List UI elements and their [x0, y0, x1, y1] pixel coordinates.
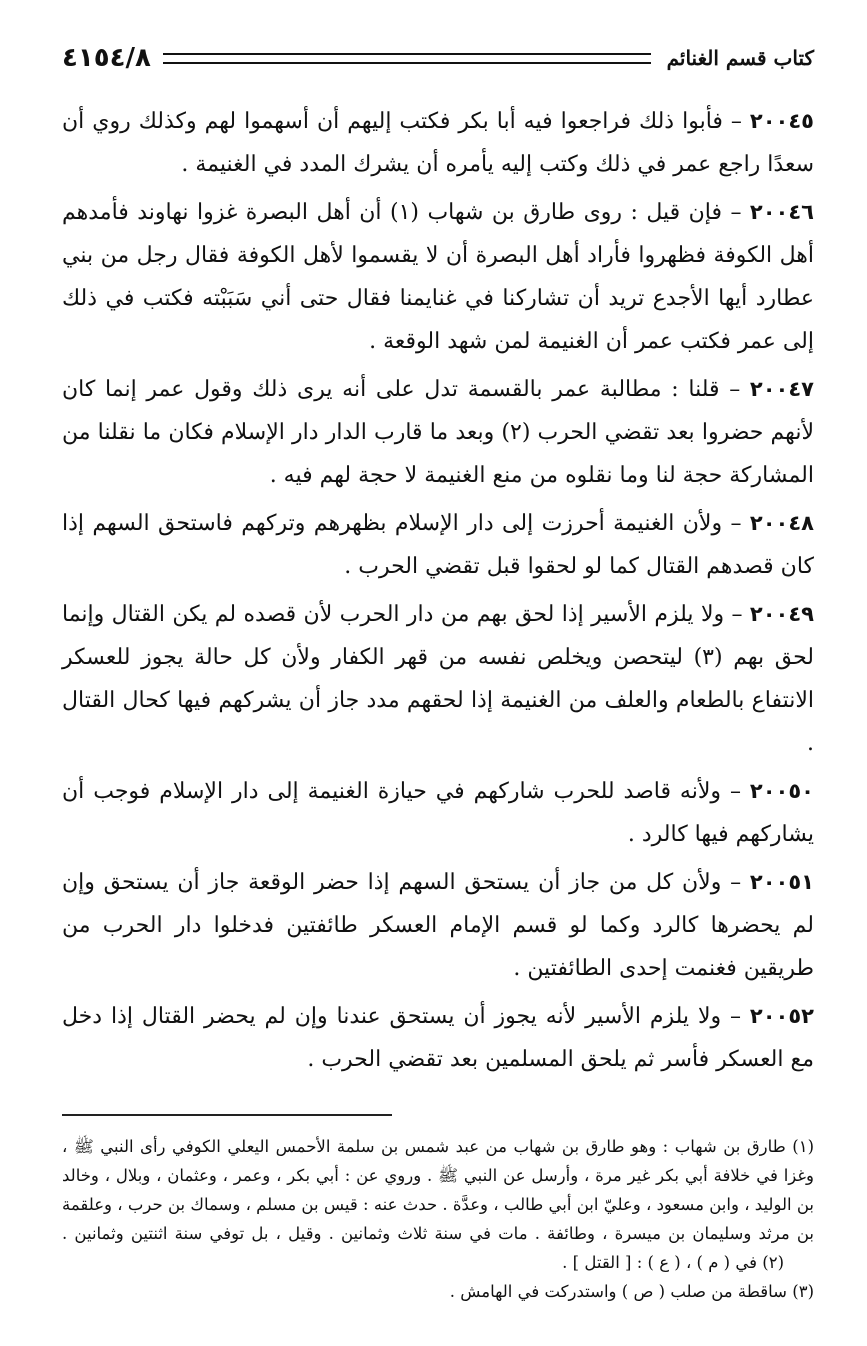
paragraph-number: ٢٠٠٤٨ — [749, 511, 814, 535]
paragraph-number: ٢٠٠٥٠ — [749, 779, 814, 803]
paragraph-text: – ولأن الغنيمة أحرزت إلى دار الإسلام بظهرهم وتركهم فاستحق السهم إذا كان قصدهم القتال كما لو لحقوا قبل تقضي الحرب . — [62, 511, 814, 579]
paragraph-number: ٢٠٠٤٦ — [749, 200, 814, 224]
header-rule — [163, 53, 651, 64]
paragraph-number: ٢٠٠٤٥ — [749, 109, 814, 133]
paragraph — [62, 593, 814, 765]
paragraph — [62, 770, 814, 856]
paragraph — [62, 502, 814, 588]
footnote-separator — [62, 1114, 392, 1116]
book-title: كتاب قسم الغنائم — [666, 46, 814, 70]
footnote-3-text: (٣) ساقطة من صلب ( ص ) واستدركت في الهامش . — [449, 1282, 814, 1301]
footnote-1-text: (١) طارق بن شهاب : وهو طارق بن شهاب من عبد شمس بن سلمة الأحمس اليعلي الكوفي رأى النبي ﷺ ، وغزا في خلافة أبي بكر غير مرة ، وأرسل عن النبي ﷺ . وروي عن : أبي بكر ، وعمر ، وعثمان ، وبلال ، وخالد بن الوليد ، وابن مسعود ، وعليّ ابن أبي طالب ، وعدَّة . حدث عنه : قيس بن مسلم ، وسماك بن حرب ، وعلقمة بن مرثد وسليمان بن ميسرة ، وطائفة . مات في سنة ثلاث وثمانين . وقيل ، بل توفي سنة اثنتين وثمانين . — [62, 1137, 814, 1243]
paragraph-text: – فإن قيل : روى طارق بن شهاب (١) أن أهل البصرة غزوا نهاوند فأمدهم أهل الكوفة فظهروا فأراد أهل البصرة أن لا يقسموا لأهل الكوفة فقال رجل من بني عطارد أيها الأجدع تريد أن تشاركنا في غنايمنا فقال حتى أني سَبَبْته فكتب في ذلك إلى عمر فكتب عمر أن الغنيمة لمن شهد الوقعة . — [62, 200, 814, 354]
paragraph-text: – قلنا : مطالبة عمر بالقسمة تدل على أنه يرى ذلك وقول عمر إنما كان لأنهم حضروا بعد تقضي الحرب (٢) وبعد ما قارب الدار دار الإسلام فكان ما نقلنا من المشاركة حجة لنا وما نقلوه من منع الغنيمة لا حجة لهم فيه . — [62, 377, 814, 488]
paragraph-number: ٢٠٠٤٩ — [749, 602, 814, 626]
paragraph-text: – ولا يلزم الأسير إذا لحق بهم من دار الحرب لأن قصده لم يكن القتال وإنما لحق بهم (٣) ليتحصن ويخلص نفسه من قهر الكفار ولأن كل حالة يجوز للعسكر الانتفاع بالطعام والعلف من الغنيمة إذا لحقهم مدد جاز أن يشركهم فيها كحال القتال . — [62, 602, 814, 756]
book-page — [62, 38, 814, 1328]
footnote-2-text: (٢) في ( م ) ، ( ع ) : [ القتل ] . — [562, 1253, 784, 1272]
paragraph-text: – ولأنه قاصد للحرب شاركهم في حيازة الغنيمة إلى دار الإسلام فوجب أن يشاركهم فيها كالرد . — [62, 779, 814, 847]
paragraph-text: – فأبوا ذلك فراجعوا فيه أبا بكر فكتب إليهم أن أسهموا لهم وكذلك روي أن سعدًا راجع عمر في ذلك وكتب إليه يأمره أن يشرك المدد في الغنيمة . — [62, 109, 814, 177]
page-number: ٤١٥٤/٨ — [62, 43, 151, 73]
paragraph-text: – ولأن كل من جاز أن يستحق السهم إذا حضر الوقعة جاز أن يستحق وإن لم يحضرها كالرد وكما لو قسم الإمام العسكر طائفتين فدخلوا دار الحرب من طريقين فغنمت إحدى الطائفتين . — [62, 870, 814, 981]
paragraph — [62, 861, 814, 990]
footnote-1 — [62, 1132, 814, 1277]
paragraph-number: ٢٠٠٥١ — [749, 870, 814, 894]
paragraph-number: ٢٠٠٤٧ — [749, 377, 814, 401]
footnote-3 — [62, 1277, 814, 1306]
main-text — [62, 100, 814, 1081]
paragraph-number: ٢٠٠٥٢ — [749, 1004, 814, 1028]
page-header — [62, 38, 814, 78]
paragraph — [62, 191, 814, 363]
footnote-separator-wrap — [62, 1086, 814, 1132]
paragraph — [62, 100, 814, 186]
footnotes — [62, 1132, 814, 1306]
paragraph — [62, 368, 814, 497]
paragraph — [62, 995, 814, 1081]
paragraph-text: – ولا يلزم الأسير لأنه يجوز أن يستحق عندنا وإن لم يحضر القتال إذا دخل مع العسكر فأسر ثم يلحق المسلمين بعد تقضي الحرب . — [62, 1004, 814, 1072]
